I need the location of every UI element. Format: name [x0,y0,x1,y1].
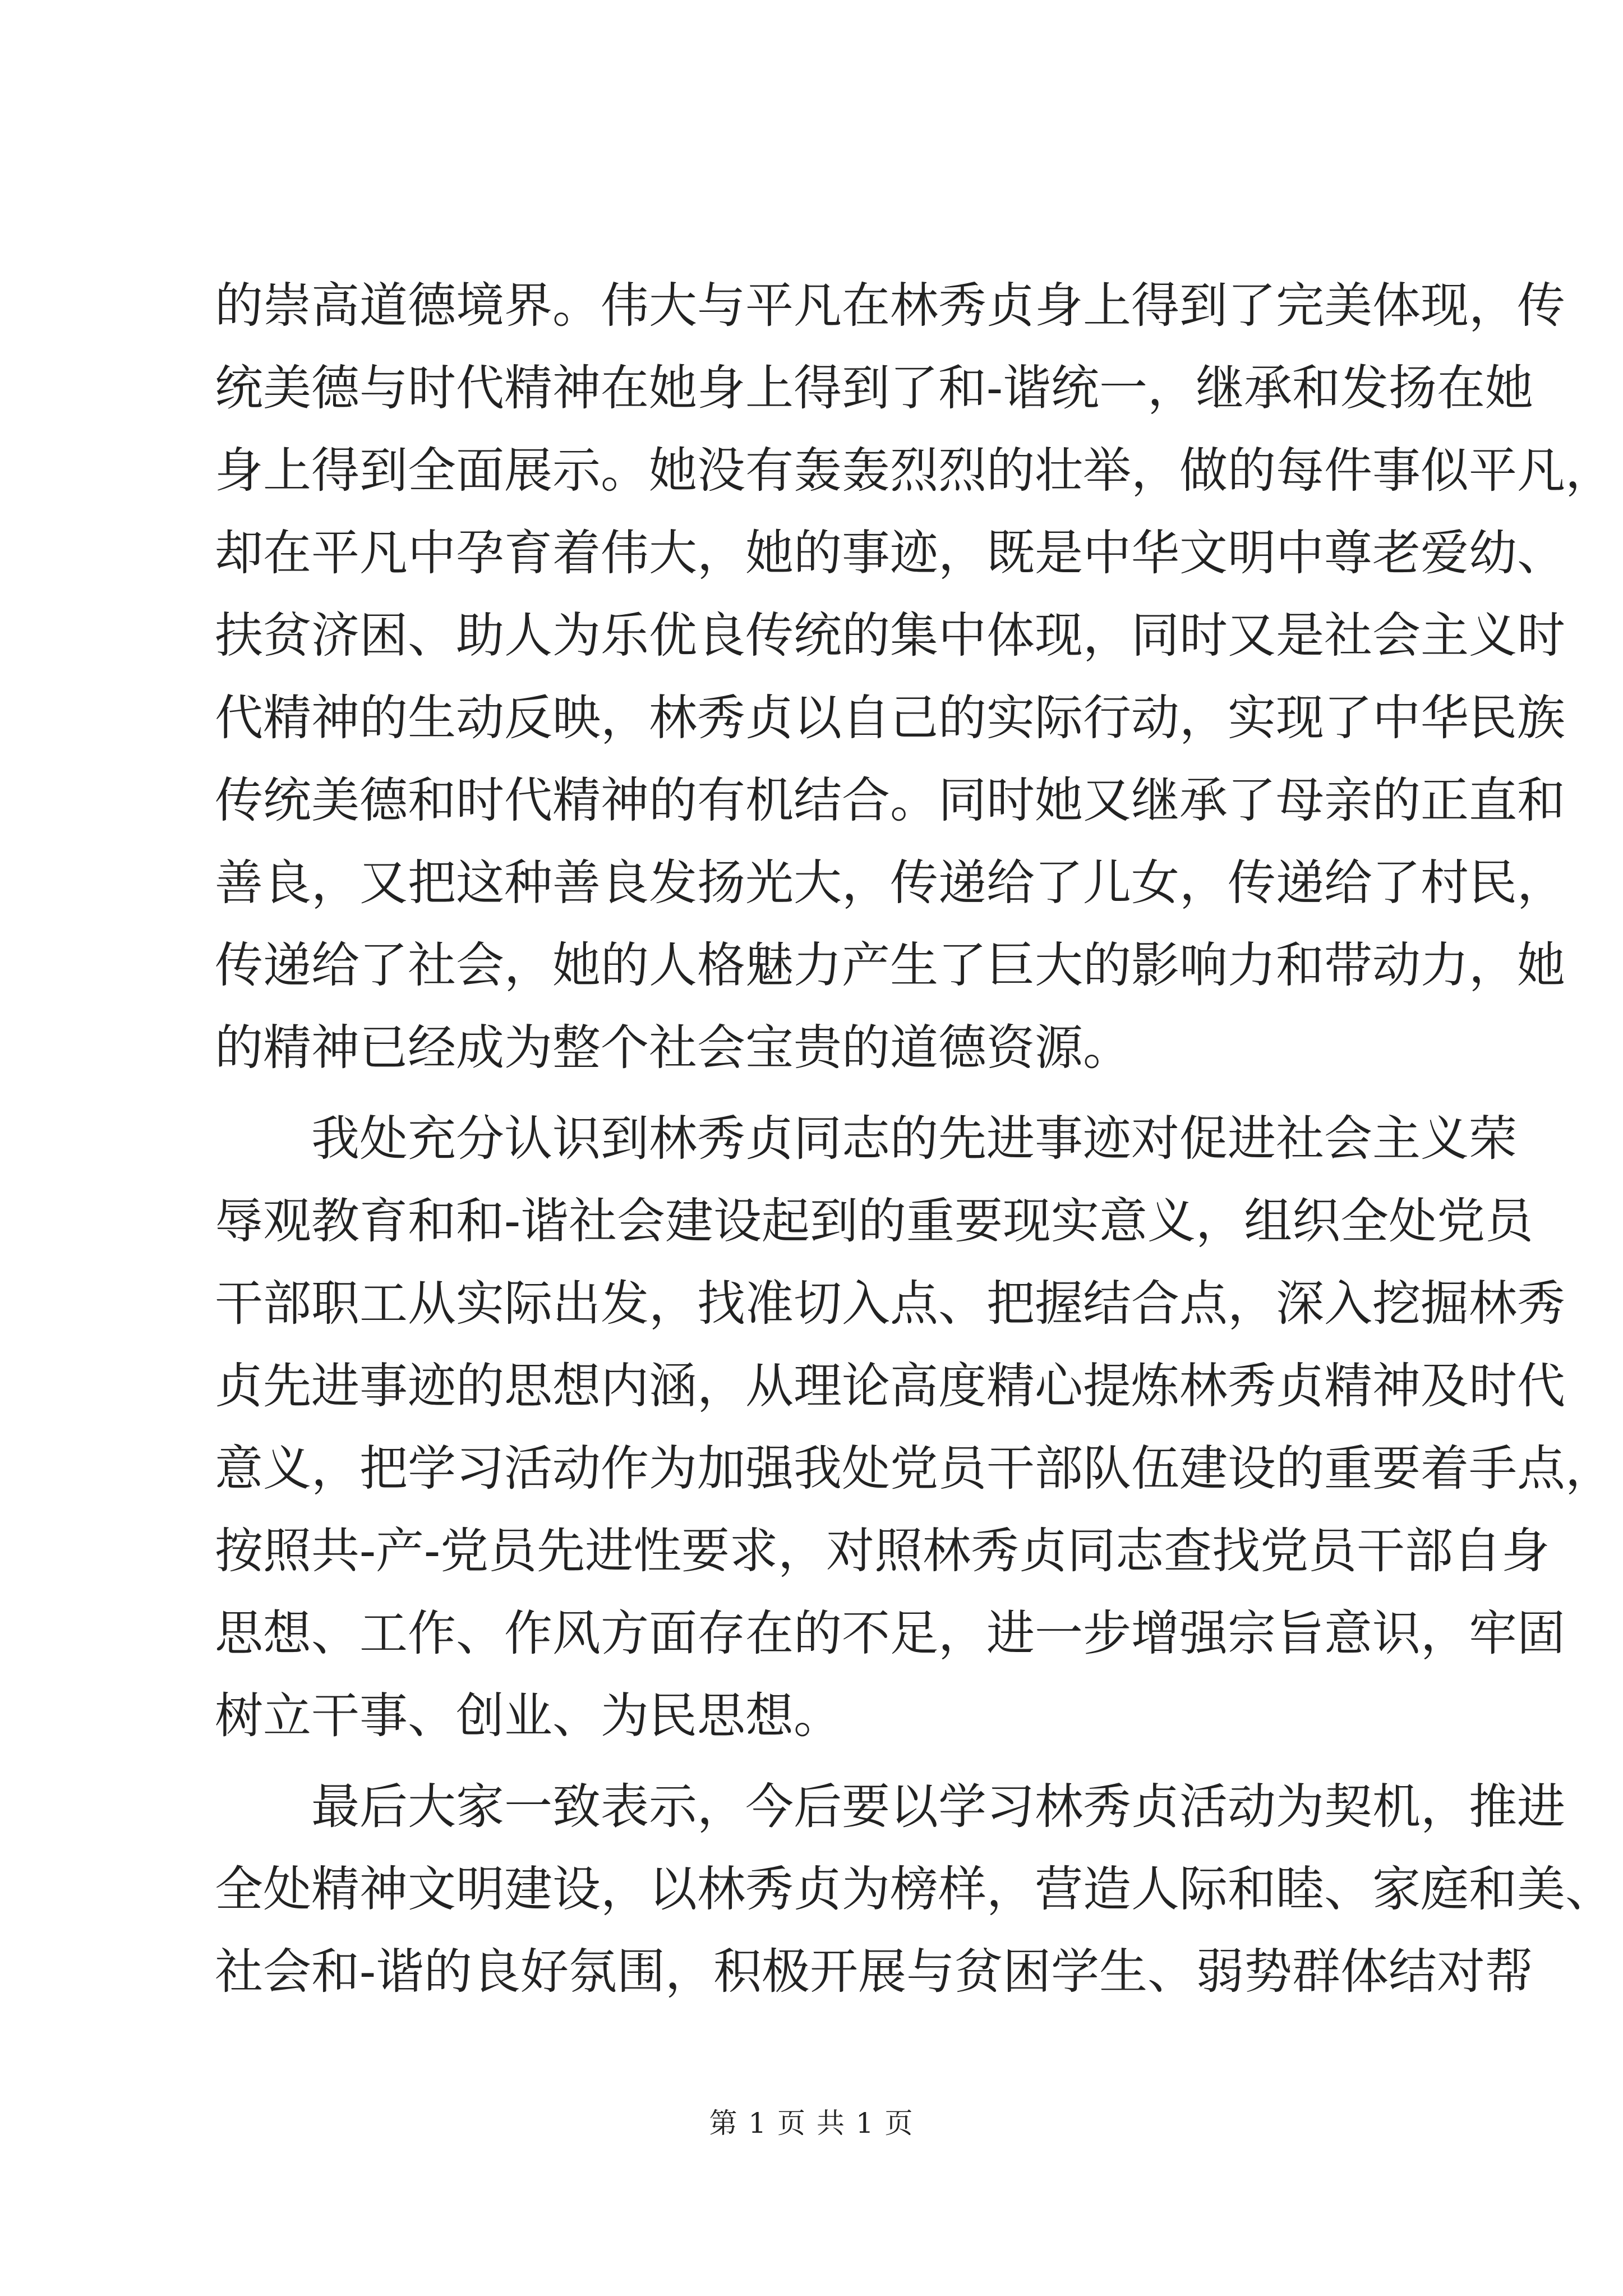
paragraph-spacer [215,1089,1415,1098]
paragraph-2-line: 贞先进事迹的思想内涵，从理论高度精心提炼林秀贞精神及时代 [215,1358,1565,1414]
paragraph-1-line: 的崇高道德境界。伟大与平凡在林秀贞身上得到了完美体现，传 [215,278,1565,334]
paragraph-2-line: 树立干事、创业、为民思想。 [215,1688,842,1744]
paragraph-spacer [215,1757,1415,1766]
paragraph-3-line: 社会和-谐的良好氛围，积极开展与贫困学生、弱势群体结对帮 [215,1944,1534,2000]
paragraph-2-line: 辱观教育和和-谐社会建设起到的重要现实意义，组织全处党员 [215,1193,1534,1249]
page-number-footer: 第 1 页 共 1 页 [709,2107,914,2139]
paragraph-1-line: 传递给了社会，她的人格魅力产生了巨大的影响力和带动力，她 [215,937,1565,993]
paragraph-1-line: 扶贫济困、助人为乐优良传统的集中体现，同时又是社会主义时 [215,608,1565,664]
paragraph-3-line: 全处精神文明建设，以林秀贞为榜样，营造人际和睦、家庭和美、 [215,1861,1613,1917]
document-body [215,265,1613,2013]
paragraph-1-line: 的精神已经成为整个社会宝贵的道德资源。 [215,1020,1131,1076]
paragraph-1-line: 传统美德和时代精神的有机结合。同时她又继承了母亲的正直和 [215,772,1565,829]
paragraph-1-line: 却在平凡中孕育着伟大，她的事迹，既是中华文明中尊老爱幼、 [215,525,1565,581]
paragraph-1-line: 统美德与时代精神在她身上得到了和-谐统一，继承和发扬在她 [215,360,1534,416]
paragraph-3-line: 最后大家一致表示，今后要以学习林秀贞活动为契机，推进 [311,1779,1565,1835]
paragraph-2-line: 思想、工作、作风方面存在的不足，进一步增强宗旨意识，牢固 [215,1605,1565,1662]
paragraph-2-line: 意义，把学习活动作为加强我处党员干部队伍建设的重要着手点， [215,1441,1613,1497]
paragraph-2-line: 我处充分认识到林秀贞同志的先进事迹对促进社会主义荣 [311,1111,1517,1167]
paragraph-1-line: 身上得到全面展示。她没有轰轰烈烈的壮举，做的每件事似平凡， [215,443,1613,499]
paragraph-1-line: 善良，又把这种善良发扬光大，传递给了儿女，传递给了村民， [215,855,1565,911]
paragraph-2-line: 按照共-产-党员先进性要求，对照林秀贞同志查找党员干部自身 [215,1523,1550,1579]
paragraph-1-line: 代精神的生动反映，林秀贞以自己的实际行动，实现了中华民族 [215,690,1565,746]
paragraph-2-line: 干部职工从实际出发，找准切入点、把握结合点，深入挖掘林秀 [215,1276,1565,1332]
